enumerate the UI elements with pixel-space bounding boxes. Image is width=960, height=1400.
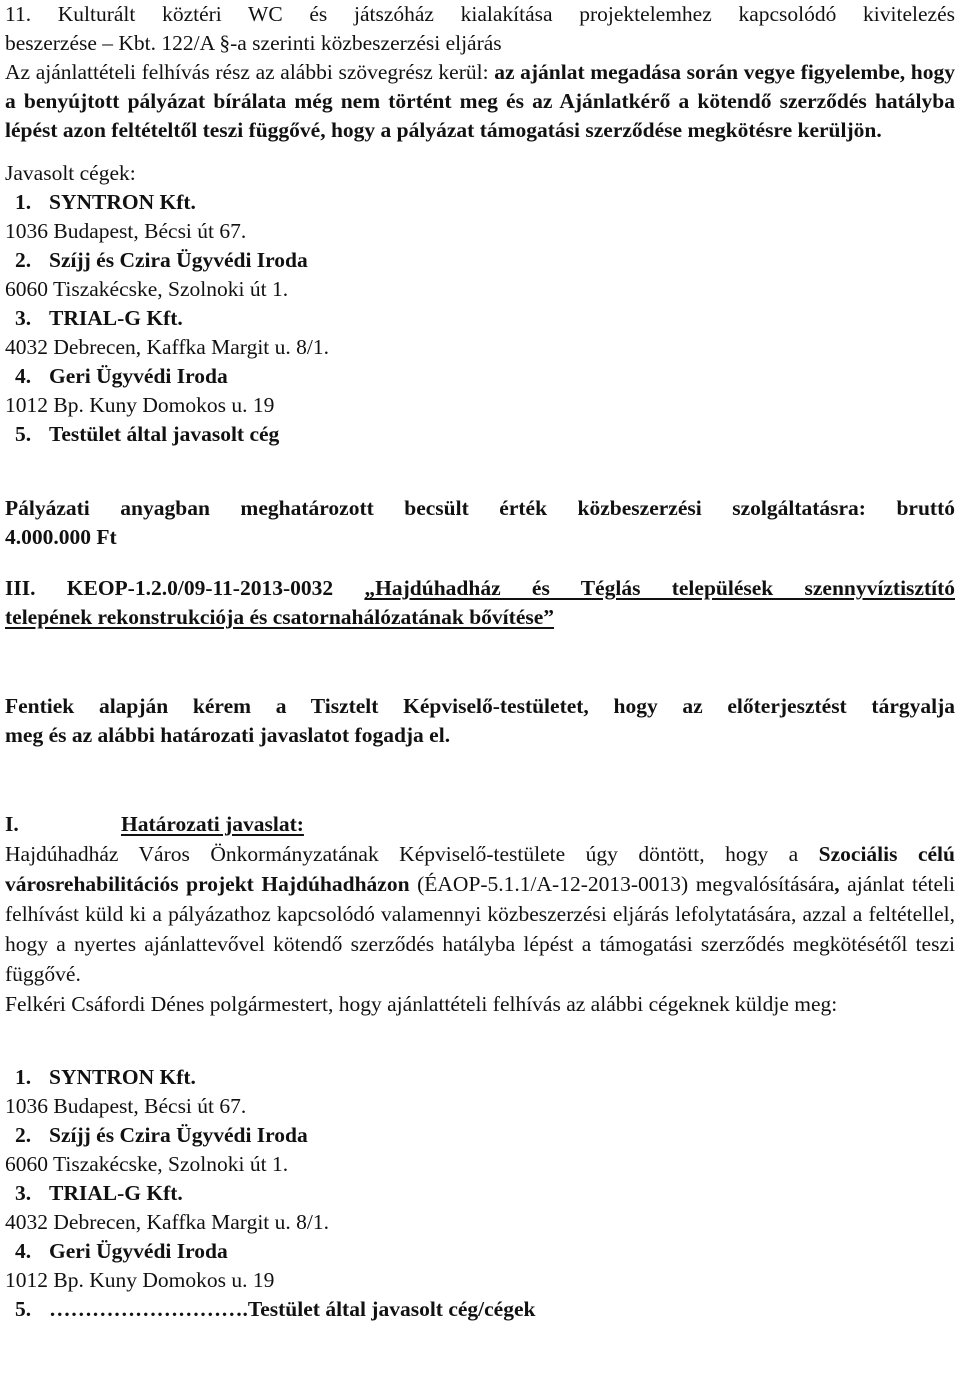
section-3-prefix: III. KEOP-1.2.0/09-11-2013-0032	[5, 576, 365, 600]
res-company-1-address: 1036 Budapest, Bécsi út 67.	[5, 1094, 247, 1118]
company-4-name	[5, 362, 955, 391]
resolution-project-code: (ÉAOP-5.1.1/A-12-2013-0013) megvalósítására	[409, 872, 835, 896]
company-5-name	[5, 420, 955, 449]
request-line1: Fentiek alapján kérem a Tisztelt Képviselő-testületet, hogy az előterjesztést tárgyalja	[5, 694, 955, 718]
company-3-label: TRIAL-G Kft.	[49, 306, 183, 330]
tender-note-bold: az ajánlat megadása során vegye figyelembe, hogy a benyújtott pályázat bírálata még nem történt meg és az Ajánlatkérő a kötendő szerződés hatályba lépést azon feltételtől teszi függővé, hogy a pályázat támogatási szerződése megkötésre kerüljön.	[5, 60, 955, 142]
res-company-2-label: Szíjj és Czira Ügyvédi Iroda	[49, 1123, 308, 1147]
company-2-label: Szíjj és Czira Ügyvédi Iroda	[49, 248, 308, 272]
res-company-4-name	[5, 1237, 955, 1266]
company-2-number: 2.	[15, 248, 32, 272]
request-line2: meg és az alábbi határozati javaslatot fogadja el.	[5, 723, 451, 747]
res-company-5-dots: ………………………	[49, 1297, 243, 1321]
tender-note-plain: Az ajánlattételi felhívás rész az alábbi szövegrész kerül:	[5, 60, 495, 84]
section-3-title-part1: „Hajdúhadház és Téglás települések szennyvíztisztító	[364, 576, 955, 600]
res-company-5-name	[5, 1295, 955, 1324]
company-2-address: 6060 Tiszakécske, Szolnoki út 1.	[5, 277, 289, 301]
section-11-heading-line1: 11. Kulturált köztéri WC és játszóház kialakítása projektelemhez kapcsolódó kivitelezés	[5, 2, 955, 26]
res-company-3-name	[5, 1179, 955, 1208]
res-company-3-label: TRIAL-G Kft.	[49, 1181, 183, 1205]
res-company-4-number: 4.	[15, 1239, 32, 1263]
company-1-number: 1.	[15, 190, 32, 214]
company-1-label: SYNTRON Kft.	[49, 190, 196, 214]
res-company-1-label: SYNTRON Kft.	[49, 1065, 196, 1089]
resolution-title: Határozati javaslat:	[121, 812, 304, 836]
estimated-value-line1: Pályázati anyagban meghatározott becsült érték közbeszerzési szolgáltatásra: bruttó	[5, 496, 955, 520]
resolution-project-name: Szociális célú városrehabilitációs projekt Hajdúhadházon	[5, 842, 955, 896]
company-3-number: 3.	[15, 306, 32, 330]
company-4-label: Geri Ügyvédi Iroda	[49, 364, 228, 388]
company-3-address: 4032 Debrecen, Kaffka Margit u. 8/1.	[5, 335, 330, 359]
res-company-2-address: 6060 Tiszakécske, Szolnoki út 1.	[5, 1152, 289, 1176]
section-3-heading-line2: telepének rekonstrukciója és csatornahálózatának bővítése”	[5, 605, 555, 629]
resolution-heading	[5, 810, 955, 839]
res-company-4-address: 1012 Bp. Kuny Domokos u. 19	[5, 1268, 275, 1292]
res-company-5-label: .Testület által javasolt cég/cégek	[242, 1297, 536, 1321]
company-4-number: 4.	[15, 364, 32, 388]
res-company-2-name	[5, 1121, 955, 1150]
proposed-companies-label: Javasolt cégek:	[5, 161, 136, 185]
resolution-roman: I.	[5, 812, 19, 836]
company-4-address: 1012 Bp. Kuny Domokos u. 19	[5, 393, 275, 417]
resolution-p1-intro: Hajdúhadház Város Önkormányzatának Képviselő-testülete úgy döntött, hogy a	[5, 842, 819, 866]
estimated-value-line2: 4.000.000 Ft	[5, 525, 117, 549]
company-5-number: 5.	[15, 422, 32, 446]
company-5-label: Testület által javasolt cég	[49, 422, 280, 446]
res-company-3-number: 3.	[15, 1181, 32, 1205]
section-3-heading-line1	[5, 574, 955, 603]
resolution-paragraph-2: Felkéri Csáfordi Dénes polgármestert, hogy ajánlattételi felhívás az alábbi cégeknek küldje meg:	[5, 992, 838, 1016]
res-company-3-address: 4032 Debrecen, Kaffka Margit u. 8/1.	[5, 1210, 330, 1234]
resolution-p1-rest: ajánlat tételi felhívást küld ki a pályázathoz kapcsolódó valamennyi közbeszerzési eljárás lefolytatására, azzal a feltétellel, hogy a nyertes ajánlattevővel kötendő szerződés hatályba lépést a támogatási szerződés megkötésétől teszi függővé.	[5, 872, 955, 986]
tender-note-paragraph	[5, 58, 955, 145]
company-3-name	[5, 304, 955, 333]
res-company-5-number: 5.	[15, 1297, 32, 1321]
proposed-companies-list	[5, 188, 955, 449]
res-company-1-number: 1.	[15, 1065, 32, 1089]
company-1-name	[5, 188, 955, 217]
resolution-bold-comma: ,	[834, 872, 840, 896]
res-company-4-label: Geri Ügyvédi Iroda	[49, 1239, 228, 1263]
res-company-2-number: 2.	[15, 1123, 32, 1147]
resolution-companies-list	[5, 1063, 955, 1324]
company-1-address: 1036 Budapest, Bécsi út 67.	[5, 219, 247, 243]
resolution-paragraph-1	[5, 839, 955, 989]
section-11-heading-line2: beszerzése – Kbt. 122/A §-a szerinti közbeszerzési eljárás	[5, 31, 502, 55]
res-company-1-name	[5, 1063, 955, 1092]
company-2-name	[5, 246, 955, 275]
